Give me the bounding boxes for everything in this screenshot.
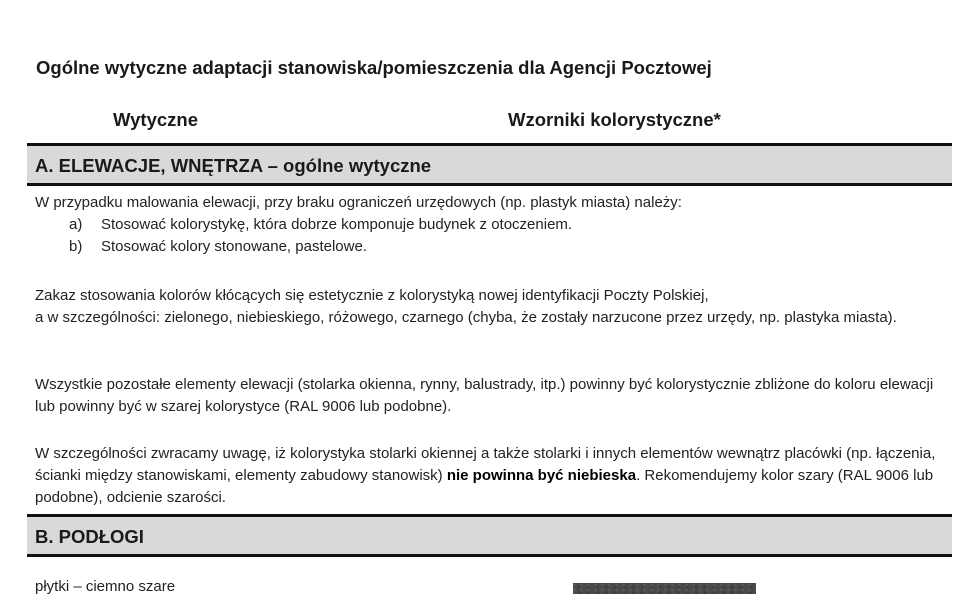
list-item: [69, 236, 367, 258]
document-title: Ogólne wytyczne adaptacji stanowiska/pomieszczenia dla Agencji Pocztowej: [36, 57, 712, 78]
section-a-paragraph-window-frames: [35, 443, 955, 509]
section-a-title: A. ELEWACJE, WNĘTRZA – ogólne wytyczne: [35, 155, 432, 176]
section-b-title: B. PODŁOGI: [35, 526, 144, 547]
list-item: [69, 214, 572, 236]
paragraph-text: . Rekomendujemy kolor szary (RAL 9006 lub podobne), odcienie szarości.: [35, 467, 934, 506]
list-marker: a): [69, 216, 83, 233]
section-a-paragraph-color-ban: [35, 285, 955, 329]
column-header-guidelines: Wytyczne: [113, 109, 198, 130]
floor-tile-label: płytki – ciemno szare: [35, 578, 176, 595]
paragraph-line: Zakaz stosowania kolorów kłócących się estetycznie z kolorystyką nowej identyfikacji Poczty Polskiej,: [35, 287, 709, 304]
floor-tile-swatch: [573, 583, 756, 594]
list-item-text: Stosować kolorystykę, która dobrze komponuje budynek z otoczeniem.: [101, 216, 573, 233]
column-header-color-samples: Wzorniki kolorystyczne*: [508, 109, 721, 130]
paragraph-text: W szczególności zwracamy uwagę, iż kolorystyka stolarki okiennej a także stolarki i innych elementów wewnątrz placówki (np. łączenia, ścianki między stanowiskami, elementy zabudowy stanowisk): [35, 445, 936, 484]
paragraph-line: a w szczególności: zielonego, niebieskiego, różowego, czarnego (chyba, że zostały narzucone przez urzędy, np. plastyka miasta).: [35, 309, 897, 326]
list-marker: b): [69, 238, 83, 255]
emphasis-text: nie powinna być niebieska: [446, 467, 637, 484]
section-a-intro: W przypadku malowania elewacji, przy braku ograniczeń urzędowych (np. plastyk miasta) należy:: [35, 194, 682, 211]
section-a-paragraph-elements: Wszystkie pozostałe elementy elewacji (stolarka okienna, rynny, balustrady, itp.) powinny być kolorystycznie zbliżone do koloru elewacji lub powinny być w szarej kolorystyce (RAL 9006 lub podobne).: [35, 376, 934, 415]
section-b-header: [27, 514, 952, 557]
list-item-text: Stosować kolory stonowane, pastelowe.: [101, 238, 367, 255]
section-a-header: [27, 143, 952, 186]
